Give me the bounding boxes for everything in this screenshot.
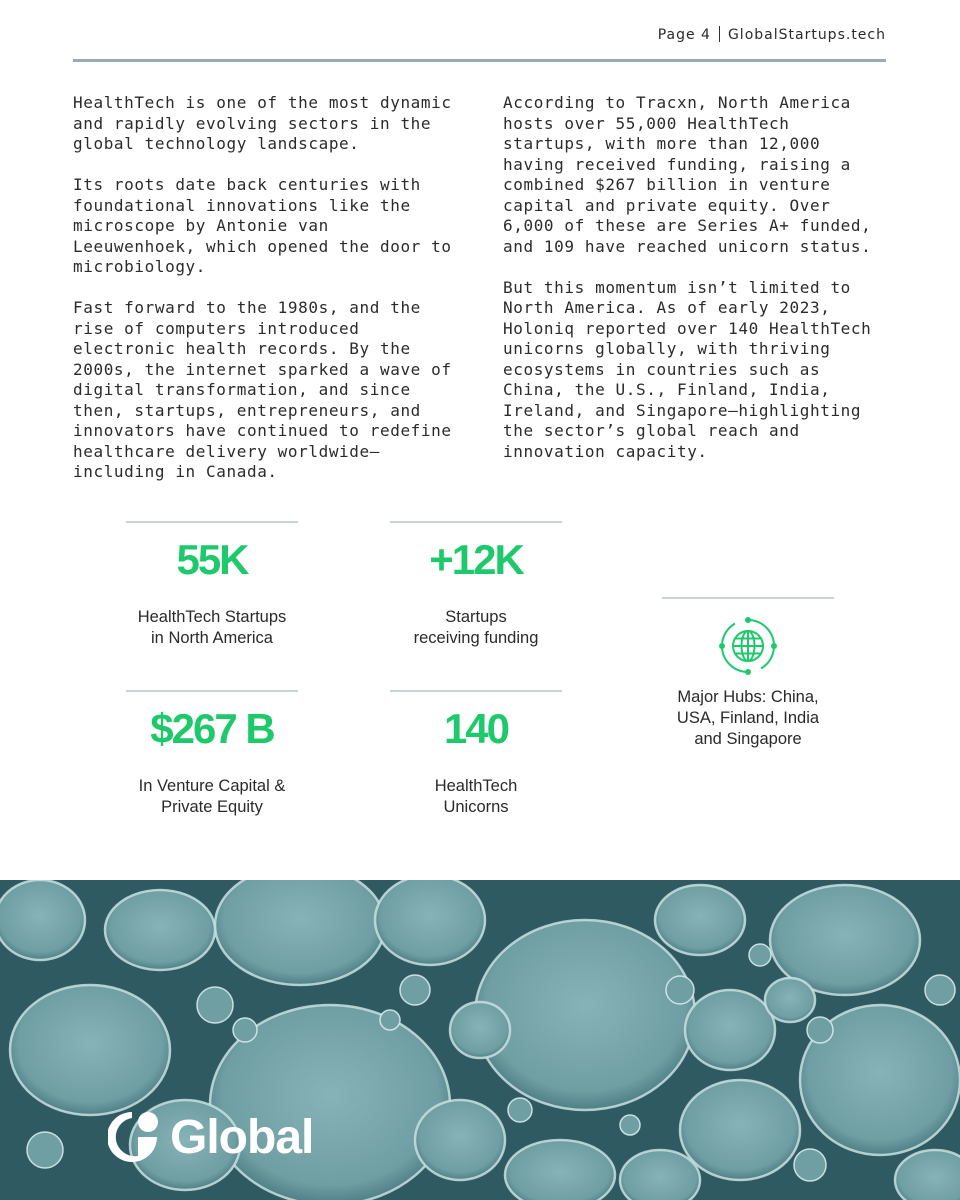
page-header: [658, 26, 886, 43]
stat-label-line: Unicorns: [443, 798, 509, 816]
stat-rule: [126, 521, 298, 523]
paragraph: But this momentum isn’t limited to North America. As of early 2023, Holoniq reported over 140 HealthTech unicorns globally, with thriving ecosystems in countries such as China, the U.S., Finland, India, Ireland, and Singapore—highlighting the sector’s global reach and innovation capacity.: [503, 277, 872, 461]
paragraph: Its roots date back centuries with foundational innovations like the microscope by Antonie van Leeuwenhoek, which opened the door to microbiology.: [73, 175, 452, 276]
header-rule: [73, 59, 886, 62]
stat-label-line: HealthTech Startups: [137, 608, 287, 626]
stat-value: +12K: [429, 536, 523, 583]
site-url: GlobalStartups.tech: [727, 27, 886, 43]
stat-funded: [390, 521, 562, 649]
left-text-column: [73, 93, 453, 503]
global-wordmark: Global: [170, 1110, 314, 1164]
hubs-label-line: USA, Finland, India: [676, 709, 820, 727]
stat-rule: [126, 690, 298, 692]
stat-label: [390, 776, 562, 818]
paragraph: HealthTech is one of the most dynamic and rapidly evolving sectors in the global technology landscape.: [73, 93, 452, 153]
stat-unicorns: [390, 690, 562, 818]
paragraph: According to Tracxn, North America hosts over 55,000 HealthTech startups, with more than 12,000 having received funding, raising a combined $267 billion in venture capital and private equity. Over 6,000 of these are Series A+ funded, and 109 have reached unicorn status.: [503, 93, 872, 256]
hubs-label-line: Major Hubs: China,: [677, 688, 819, 706]
right-text-column: [503, 93, 883, 483]
stat-label-line: in North America: [151, 629, 273, 647]
page-number: Page 4: [657, 27, 711, 43]
hubs-label-line: and Singapore: [694, 730, 802, 748]
stat-label: [126, 607, 298, 649]
stat-rule: [662, 597, 834, 599]
global-logo-mark-icon: [108, 1110, 164, 1164]
stat-label-line: In Venture Capital &: [138, 777, 286, 795]
stat-label-line: Private Equity: [161, 798, 263, 816]
stat-label-line: receiving funding: [413, 629, 539, 647]
major-hubs: [662, 597, 834, 750]
stat-rule: [390, 521, 562, 523]
globe-network-icon: [717, 615, 779, 677]
stat-label-line: Startups: [445, 608, 507, 626]
paragraph: Fast forward to the 1980s, and the rise of computers introduced electronic health records. By the 2000s, the internet sparked a wave of digital transformation, and since then, startups, entrepreneurs, and innovators have continued to redefine healthcare delivery worldwide—including in Canada.: [73, 298, 452, 481]
stat-value: 140: [443, 705, 509, 752]
stat-rule: [390, 690, 562, 692]
header-divider: [719, 26, 720, 42]
stat-value: $267 B: [150, 705, 274, 752]
stat-value: 55K: [176, 536, 248, 583]
hubs-label: [662, 687, 834, 750]
stat-label: [126, 776, 298, 818]
global-logo: [108, 1110, 313, 1164]
stat-startups: [126, 521, 298, 649]
stat-capital: [126, 690, 298, 818]
stat-label: [390, 607, 562, 649]
stat-label-line: HealthTech: [434, 777, 518, 795]
